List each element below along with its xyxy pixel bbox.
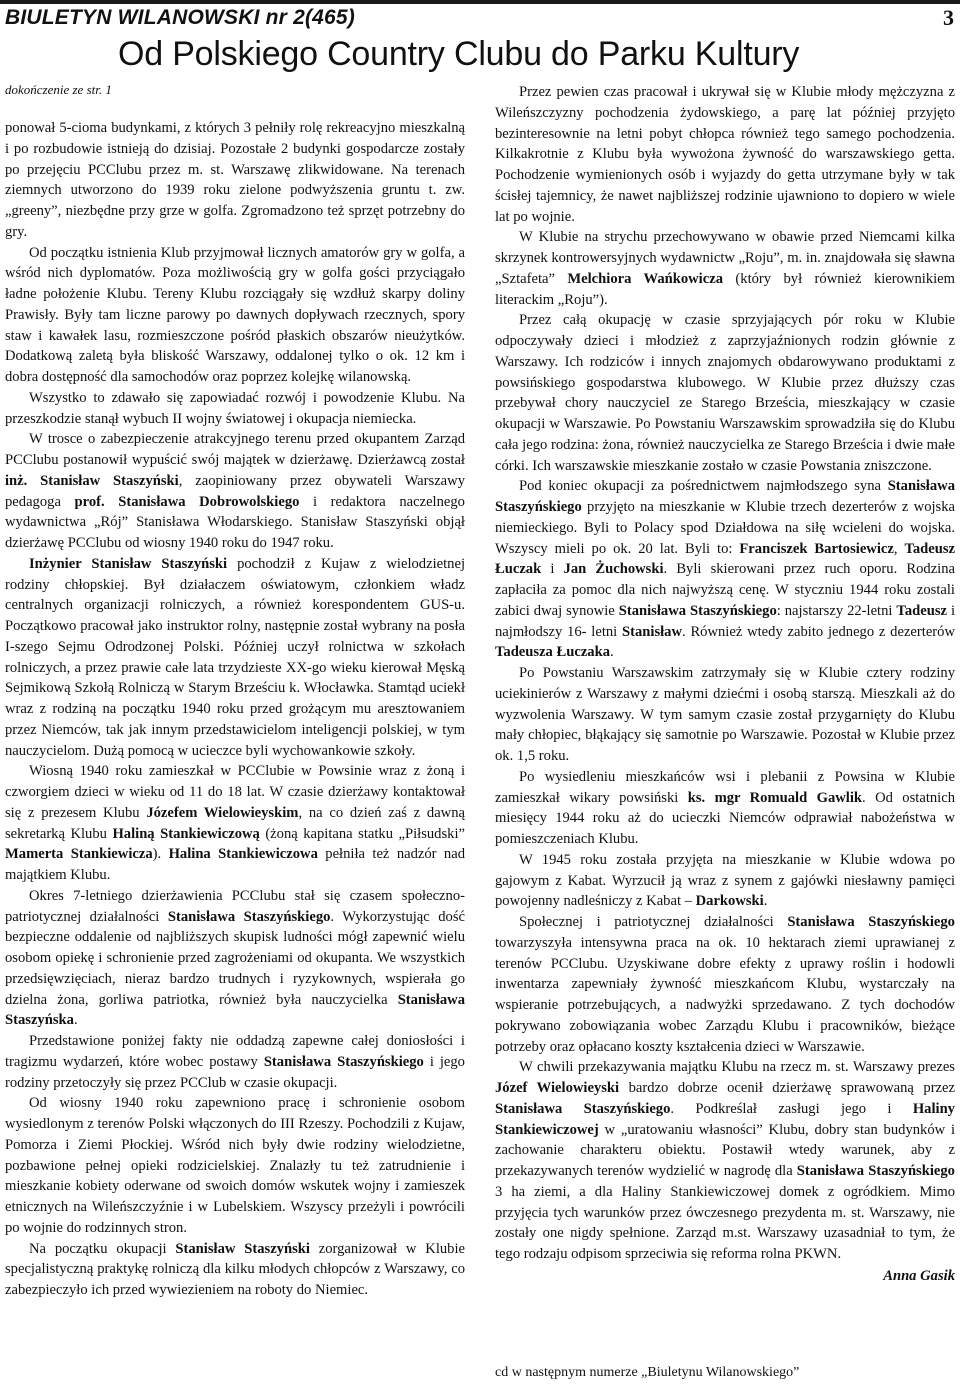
bold-name: Stanisława Staszyńska	[5, 991, 465, 1029]
text-run: bardzo dobrze ocenił dzierżawę sprawowaną przez	[619, 1080, 955, 1096]
paragraph	[5, 554, 465, 762]
text-run: (żoną kapitana statku „Piłsudski”	[259, 825, 465, 842]
text-run: Przez całą okupację w czasie sprzyjających pór roku w Klubie odpoczywały dzieci i młodzież z zaprzyjaźnionych rodzin głównie z Warszawy. Ich rodziców i innych znajomych obdarowywano produktami z powsińskiego gospodarstwa klubowego. W Klubie przez dłuższy czas przebywał chory nauczyciel ze Starego Brześcia, mieszkający w czasie okupacji w Warszawie. Po Powstaniu Warszawskim sprowadziła się do Klubu cała jego rodzina: żona, również nauczycielka ze Starego Brześcia i dwie małe córki. Ich warszawskie mieszkanie zostało w czasie Powstania zniszczone.	[495, 312, 955, 474]
paragraph	[5, 886, 465, 1031]
paragraph	[495, 1057, 955, 1265]
text-run: i najmłodszy 16- letni	[495, 602, 955, 640]
article-title: Od Polskiego Country Clubu do Parku Kultury	[118, 35, 800, 73]
paragraph	[495, 82, 955, 227]
text-run: W chwili przekazywania majątku Klubu na rzecz m. st. Warszawy prezes	[519, 1059, 955, 1076]
bold-name: Stanisława Staszyńskiego	[263, 1053, 424, 1070]
bold-name: Stanisław	[622, 623, 683, 640]
paragraph	[5, 429, 465, 554]
bold-name: Stanisława Staszyńskiego	[787, 914, 955, 930]
text-run: . Podkreślał zasługi jego i	[670, 1100, 913, 1117]
paragraph	[495, 227, 955, 310]
bold-name: Inżynier Stanisław Staszyński	[29, 555, 228, 572]
paragraph	[5, 388, 465, 430]
paragraph	[5, 118, 465, 243]
right-column	[495, 82, 955, 1287]
page-number: 3	[943, 5, 954, 30]
author-signature: Anna Gasik	[883, 1267, 955, 1284]
bold-name: inż. Stanisław Staszyński	[5, 472, 179, 489]
text-run: pełniła też nadzór nad majątkiem Klubu.	[5, 846, 466, 883]
bold-name: Franciszek Bartosiewicz	[739, 540, 894, 557]
text-run: : najstarszy 22-letni	[776, 602, 897, 619]
text-run: przyjęto na mieszkanie w Klubie trzech dezerterów z wojska niemieckiego. Byli to Polacy spod Działdowa na siłę wcieleni do wojska. Wszyscy mieli po ok. 20 lat. Byli to:	[495, 499, 955, 557]
bold-name: Stanisława Staszyńskiego	[167, 908, 331, 925]
paragraph	[495, 476, 955, 663]
paragraph	[495, 912, 955, 1057]
bold-name: prof. Stanisława Dobrowolskiego	[74, 493, 300, 510]
text-run: .	[763, 893, 768, 910]
text-run: towarzyszyła intensywna praca na ok. 10 hektarach ziemi uprawianej z terenów PCClubu. Uzyskiwane dobre efekty z uprawy roślin i hodowli inwentarza zapewniały żywność mieszkańcom Klubu, wystarczały na wspieranie potrzebujących, a nadwyżki sprzedawano. Z tych dochodów pokrywano zobowiązania wobec Zarządu Klubu i pracowników, bieżące potrzeby oraz opłacano koszty kształcenia dzieci w Warszawie.	[495, 934, 955, 1055]
bold-name: Haliną Stankiewiczową	[112, 825, 260, 842]
bold-name: Mamerta Stankiewicza	[5, 846, 153, 863]
text-run: . Od ostatnich miesięcy 1944 roku aż do ucieczki Niemców odprawiał nabożeństwa w pomieszczeniach Klubu.	[495, 789, 955, 847]
text-run: zorganizował w Klubie specjalistyczną praktykę rolniczą dla kilku młodych chłopców z Warszawy, co zabezpieczyło ich przed wywiezieniem na roboty do Niemiec.	[5, 1240, 465, 1298]
text-run: Przez pewien czas pracował i ukrywał się w Klubie młody mężczyzna z Wileńszczyzny pochodzenia żydowskiego, a parę lat później przyjęto bezinteresownie na letni pobyt chłopca również tego samego pochodzenia. Kilkakrotnie z Klubu była wywożona żywność do warszawskiego getta. Pochodzenie wymienionych osób i wyjazdy do getta utrzymane były w tak ścisłej tajemnicy, że nawet najbliższej rodzinie ujawniono to dopiero w wiele lat po wojnie.	[495, 84, 955, 225]
bold-name: Stanisława Staszyńskiego	[618, 602, 777, 619]
bold-name: ks. mgr Romuald Gawlik	[687, 789, 863, 806]
text-run: Po Powstaniu Warszawskim zatrzymały się w Klubie cztery rodziny uciekinierów z Warszawy z małymi dziećmi i osobą starszą. Mieszkali aż do wyzwolenia Warszawy. W tym samym czasie został przygarnięty do Klubu mały chłopiec, błąkający się samotnie po Warszawie. Pozostał w Klubie przez ok. 1,5 roku.	[495, 665, 955, 764]
paragraph	[495, 663, 955, 767]
text-run: Okres 7-letniego dzierżawienia PCClubu stał się czasem społeczno-patriotycznej działalności	[5, 887, 465, 925]
left-column	[5, 118, 465, 1301]
bold-name: Melchiora Wańkowicza	[567, 270, 723, 287]
paragraph	[5, 761, 465, 886]
text-run: W Klubie na strychu przechowywano w obawie przed Niemcami kilka skrzynek kontrowersyjnych wydawnictw „Roju”, m. in. znajdowała się sławna „Sztafeta”	[495, 229, 955, 287]
bold-name: Stanisława Staszyńskiego	[495, 478, 955, 515]
text-run: Pod koniec okupacji za pośrednictwem najmłodszego syna	[519, 478, 888, 495]
bold-name: Tadeusz	[896, 602, 947, 619]
text-run: 3 ha ziemi, a dla Haliny Stankiewiczowej domek z ogródkiem. Mimo przyjęcia tych warunków przez ówczesnego prezydenta m. st. Warszawy, nie zostały one nigdy spełnione. Zarząd m.st. Warszawy uzasadniał to tym, że tego rodzaju odpisom sprzeciwia się reforma rolna PKWN.	[495, 1183, 955, 1262]
bold-name: Darkowski	[695, 893, 764, 910]
text-run: Od początku istnienia Klub przyjmował licznych amatorów gry w golfa, a wśród nich dyplomatów. Poza możliwością gry w golfa gości przyciągało ładne położenie Klubu. Tereny Klubu rozciągały się wzdłuż skarpy doliny Prawisły. Były tam liczne parowy po dawnych dopływach rzecznych, spory staw i kawałek lasu, rozmieszczone pośród płaskich obszarów nieużytków. Dodatkową zaletą była bliskość Warszawy, oddalonej tylko o ok. 12 km i dobra dostępność dla samochodów oraz poprzez kolejkę wilanowską.	[5, 244, 465, 385]
text-run: Społecznej i patriotycznej działalności	[519, 914, 788, 930]
bold-name: Stanisław Staszyński	[175, 1240, 310, 1257]
paragraph	[5, 1031, 465, 1093]
text-run: Od wiosny 1940 roku zapewniono pracę i schronienie osobom wysiedlonym z terenów Polski włączonych do III Rzeszy. Pochodzili z Kujaw, Pomorza i Ziemi Płockiej. Wśród nich były dwie rodziny wielodzietne, pozbawione pełnej opieki rodzicielskiej. Znalazły tu też zatrudnienie i mieszkanie kobiety oderwane od swoich domów wskutek wojny i zamieszek etnicznych na Wileńszczyźnie i w Lubelskiem. Wszyscy przeżyli i powrócili po wojnie do rodzinnych stron.	[5, 1095, 465, 1236]
text-run: ).	[152, 846, 169, 863]
text-run: .	[610, 644, 614, 661]
bold-name: Jan Żuchowski	[563, 561, 664, 578]
bold-name: Haliny Stankiewiczowej	[495, 1100, 955, 1138]
top-rule	[0, 0, 960, 4]
text-run: . Również wtedy zabito jednego z dezerterów	[682, 623, 955, 640]
text-run: W 1945 roku została przyjęta na mieszkanie w Klubie wdowa po gajowym z Kabat. Wyrzucił ją wraz z synem z gajówki niesławny pamięci powojenny nadleśniczy z Kabat –	[495, 851, 955, 910]
text-run: Wiosną 1940 roku zamieszkał w PCClubie w Powsinie wraz z żoną i czworgiem dzieci w wieku od 11 do 18 lat. W czasie dzierżawy kontaktował się z prezesem Klubu	[5, 763, 465, 821]
bold-name: Józef Wielowieyski	[495, 1080, 620, 1096]
text-run: Po wysiedleniu mieszkańców wsi i plebanii z Powsina w Klubie zamieszkał wikary powsiński	[495, 768, 955, 806]
paragraph	[5, 1239, 465, 1301]
bold-name: Józefem Wielowieyskim	[146, 804, 299, 821]
bold-name: Tadeusz Łuczak	[495, 540, 955, 578]
text-run: . Wykorzystując dość bezpieczne oddalenie od najbliższych skupisk ludności mógł zapewnić wielu osobom opiekę i schronienie przed zagrożeniami od okupanta. We wszystkich przedsięwzięciach, nieraz bardzo trudnych i ryzykownych, wspierała go dzielna żona, gorliwa patriotka, również była nauczycielka	[5, 908, 465, 1008]
text-run: Przedstawione poniżej fakty nie oddadzą zapewne całej doniosłości i tragizmu wydarzeń, które wobec postawy	[5, 1033, 465, 1070]
paragraph	[5, 243, 465, 388]
text-run: Wszystko to zdawało się zapowiadać rozwój i powodzenie Klubu. Na przeszkodzie stanął wybuch II wojny światowej i okupacja niemiecka.	[5, 389, 465, 427]
text-run: ponował 5-cioma budynkami, z których 3 pełniły rolę rekreacyjno mieszkalną i po rozbudowie istnieją do dzisiaj. Pozostałe 2 budynki gospodarcze zostały po przejęciu PCClubu przez m. st. Warszawę zlikwidowane. Na terenach ziemnych utworzono do 1939 roku zielone podwyższenia gruntu t. zw. „greeny”, niezbędne przy grze w golfa. Zgromadzono też sprzęt potrzebny do gry.	[5, 120, 465, 240]
text-run: , zaopiniowany przez obywateli Warszawy pedagoga	[5, 472, 465, 510]
publication-name: BIULETYN WILANOWSKI nr 2(465)	[5, 6, 355, 29]
bold-name: Halina Stankiewiczowa	[168, 846, 318, 863]
text-run: w „uratowaniu własności” Klubu, dobry stan budynków i zachowanie charakteru obiektu. Postawił wtedy warunek, aby z przekazywanych terenów wydzielić w nagrodę dla	[495, 1121, 955, 1179]
bold-name: Stanisława Staszyńskiego	[796, 1163, 955, 1179]
paragraph	[495, 310, 955, 476]
text-run: i redaktora naczelnego wydawnictwa „Rój” Stanisława Włodarskiego. Stanisław Staszyński objął dzierżawę PCClubu od wiosny 1940 roku do 1947 roku.	[5, 493, 465, 551]
text-run: pochodził z Kujaw z wielodzietnej rodziny chłopskiej. Był działaczem oświatowym, członkiem władz centralnych organizacji rolniczych, a również korespondentem GUS-u. Początkowo pracował jako instruktor rolny, następnie został wybrany na posła I-szego Sejmu Odrodzonej Polski. Później uczył rolnictwa w szkołach rolniczych, a przez prawie całe lata trzydzieste XX-go wieku kierował Męską Sejmikową Szkołą Rolniczą w Starym Brześciu k. Włocławka. Stamtąd uciekł wraz z rodziną na początku 1940 roku przed grożącym mu aresztowaniem przez Niemców, tak jak innym przedstawicielom inteligencji polskiej, w tym nauczycielom. Dużą pomocą w ucieczce byli wychowankowie szkoły.	[5, 555, 465, 759]
text-run: .	[73, 1012, 78, 1029]
text-run: ,	[893, 540, 905, 557]
text-run: . Byli skierowani przez ruch oporu. Rodzina zapłaciła za pomoc dla nich najwyższą cenę. W styczniu 1944 roku zostali zabici dwaj synowie	[495, 561, 955, 619]
bold-name: Stanisława Staszyńskiego	[495, 1100, 671, 1117]
text-run: W trosce o zabezpieczenie atrakcyjnego terenu przed okupantem Zarząd PCClubu postanowił wypuścić swój majątek w dzierżawę. Dzierżawcą został	[5, 431, 465, 468]
paragraph	[495, 767, 955, 850]
paragraph	[495, 850, 955, 912]
continued-note: dokończenie ze str. 1	[5, 82, 112, 97]
paragraph	[5, 1093, 465, 1238]
text-run: , na co dzień zaś z dawną sekretarką Klubu	[5, 804, 465, 842]
text-run: (który był również kierownikiem literackim „Roju”).	[495, 270, 955, 308]
text-run: i	[541, 561, 564, 578]
bold-name: Tadeusza Łuczaka	[495, 644, 611, 661]
text-run: i jego rodziny przetoczyły się przez PCClub w czasie okupacji.	[5, 1053, 465, 1091]
continued-next-note: cd w następnym numerze „Biuletynu Wilanowskiego”	[495, 1365, 800, 1380]
text-run: Na początku okupacji	[29, 1240, 176, 1257]
